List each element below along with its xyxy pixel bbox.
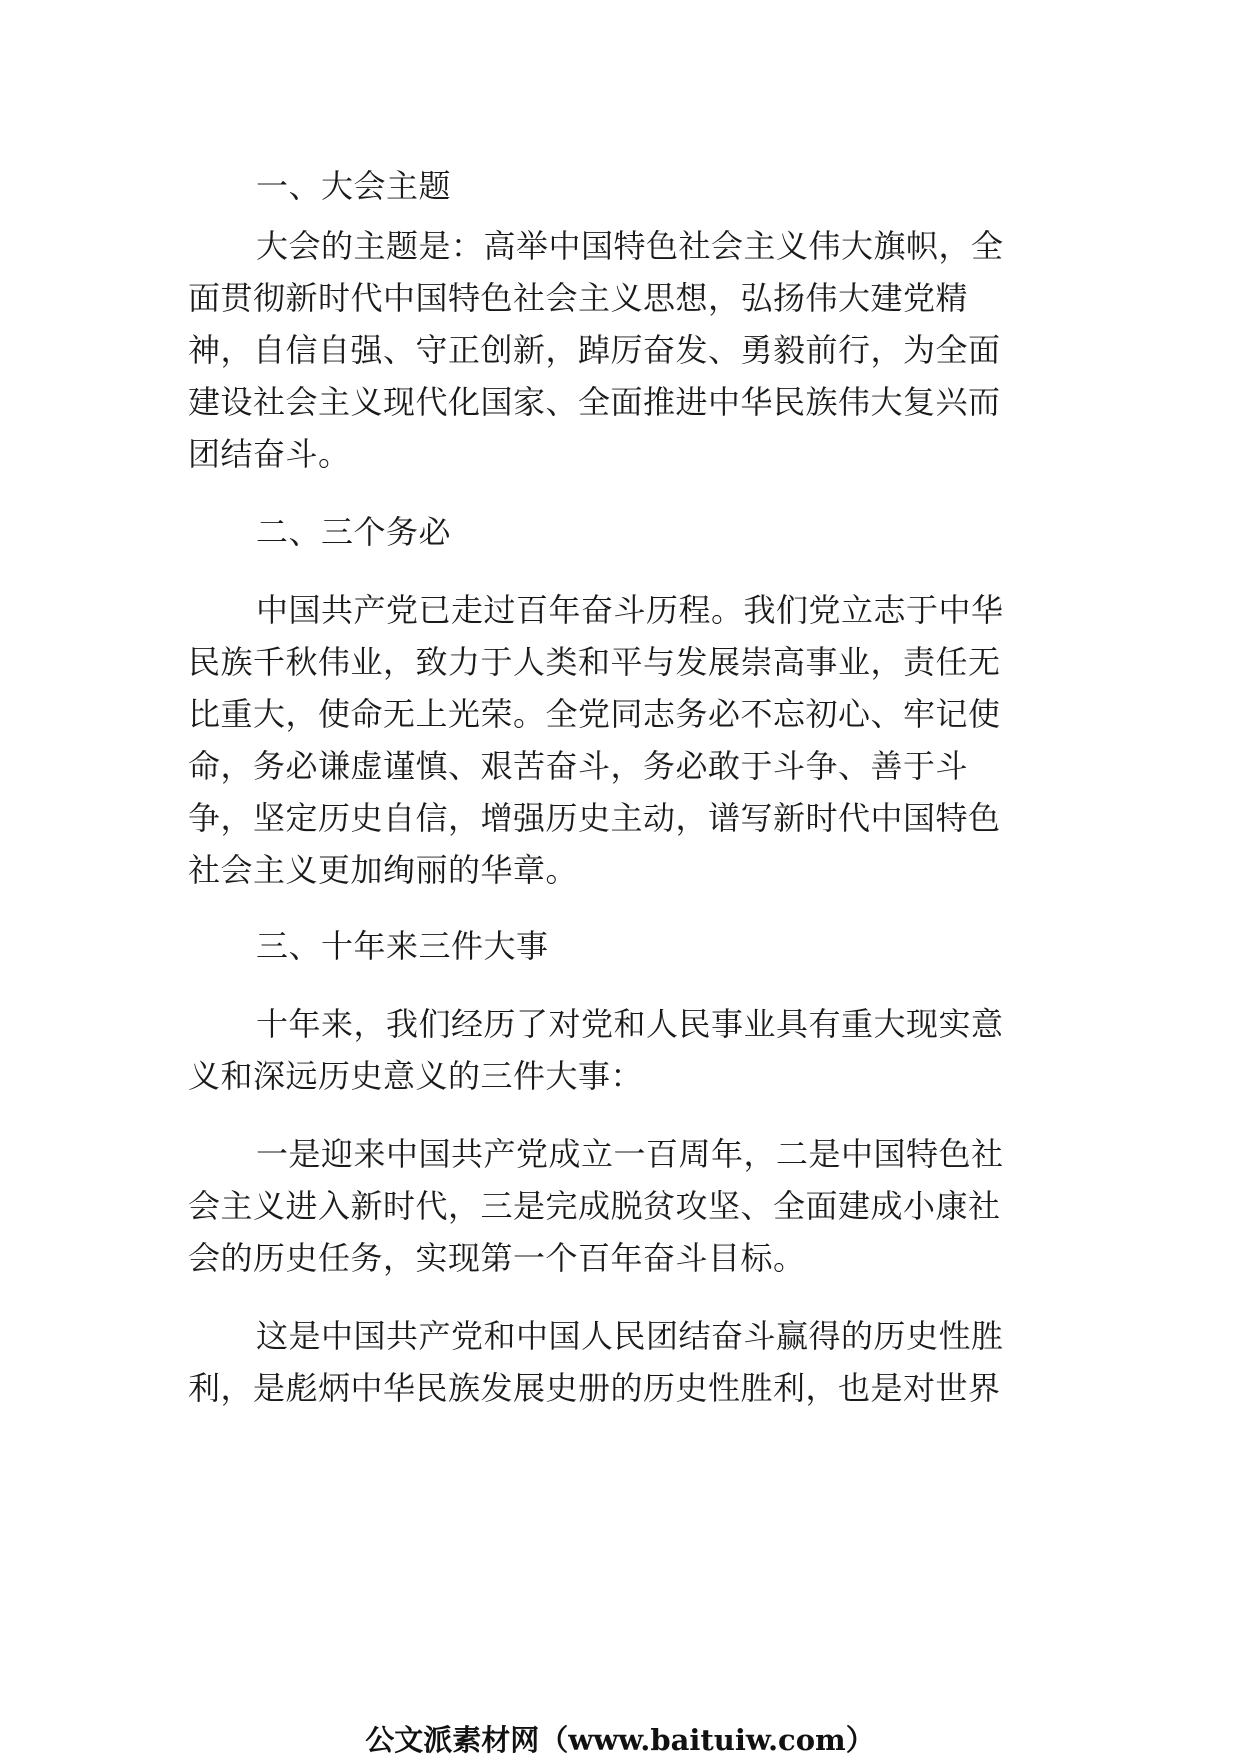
paragraph-line: 民族千秋伟业，致力于人类和平与发展崇高事业，责任无: [188, 643, 1001, 681]
paragraph-line: 大会的主题是：高举中国特色社会主义伟大旗帜，全: [256, 227, 1004, 265]
paragraph-line: 这是中国共产党和中国人民团结奋斗赢得的历史性胜: [256, 1317, 1004, 1355]
paragraph-line: 命，务必谦虚谨慎、艰苦奋斗，务必敢于斗争、善于斗: [188, 747, 969, 785]
paragraph-line: 会的历史任务，实现第一个百年奋斗目标。: [188, 1239, 806, 1277]
paragraph-line: 利，是彪炳中华民族发展史册的历史性胜利，也是对世界: [188, 1369, 1001, 1407]
section-heading: 一、大会主题: [256, 167, 452, 205]
paragraph-line: 团结奋斗。: [188, 435, 351, 473]
paragraph-line: 比重大，使命无上光荣。全党同志务必不忘初心、牢记使: [188, 695, 1001, 733]
section-heading: 二、三个务必: [256, 513, 452, 551]
paragraph-line: 十年来，我们经历了对党和人民事业具有重大现实意: [256, 1005, 1004, 1043]
paragraph-line: 神，自信自强、守正创新，踔厉奋发、勇毅前行，为全面: [188, 331, 1001, 369]
paragraph-line: 社会主义更加绚丽的华章。: [188, 851, 579, 889]
section-heading: 三、十年来三件大事: [256, 927, 549, 965]
paragraph-line: 面贯彻新时代中国特色社会主义思想，弘扬伟大建党精: [188, 279, 969, 317]
footer-watermark: 公文派素材网（www.baituiw.com）: [365, 1723, 875, 1757]
paragraph-line: 中国共产党已走过百年奋斗历程。我们党立志于中华: [256, 591, 1004, 629]
paragraph-line: 义和深远历史意义的三件大事：: [188, 1057, 644, 1095]
paragraph-line: 争，坚定历史自信，增强历史主动，谱写新时代中国特色: [188, 799, 1001, 837]
paragraph-line: 一是迎来中国共产党成立一百周年，二是中国特色社: [256, 1135, 1004, 1173]
paragraph-line: 建设社会主义现代化国家、全面推进中华民族伟大复兴而: [188, 383, 1001, 421]
paragraph-line: 会主义进入新时代，三是完成脱贫攻坚、全面建成小康社: [188, 1187, 1001, 1225]
